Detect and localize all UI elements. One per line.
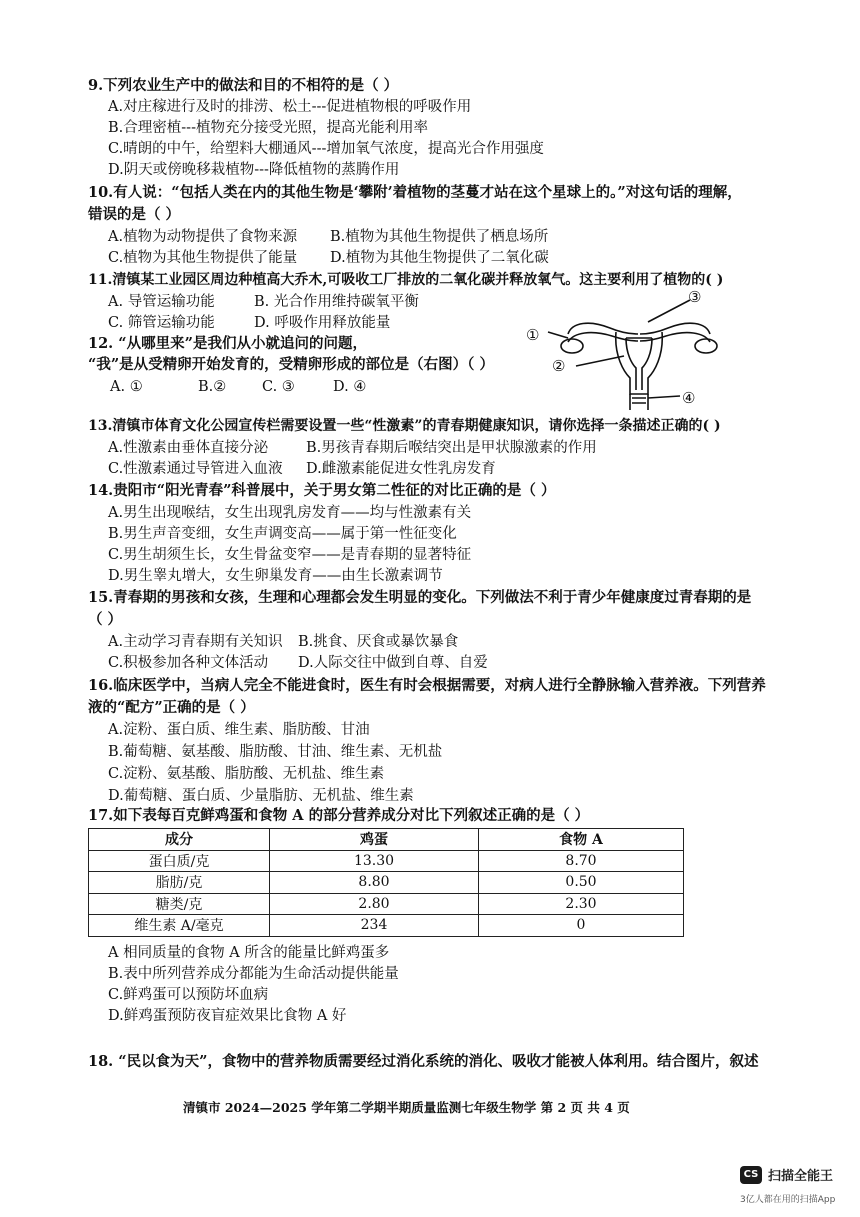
question-12-stem-cont: “我”是从受精卵开始发育的，受精卵形成的部位是（右图）（ ） [88,356,494,373]
nutrition-table [88,828,684,937]
question-13-option-a: A.性激素由垂体直接分泌 [108,440,269,456]
question-17-option-d: D.鲜鸡蛋预防夜盲症效果比食物 A 好 [108,1008,347,1024]
question-13-option-d: D.雌激素能促进女性乳房发育 [306,461,496,477]
question-11-stem: 11.清镇某工业园区周边种植高大乔木,可吸收工厂排放的二氧化碳并释放氧气。这主要利用了植物的( ) [88,272,724,288]
table-cell: 234 [270,915,479,937]
question-14-option-d: D.男生睾丸增大，女生卵巢发育——由生长激素调节 [108,568,443,584]
question-11-option-d: D. 呼吸作用释放能量 [254,315,391,331]
question-16-stem: 16.临床医学中，当病人完全不能进食时，医生有时会根据需要，对病人进行全静脉输入营养液。下列营养 [88,677,766,694]
question-16-option-a: A.淀粉、蛋白质、维生素、脂肪酸、甘油 [108,722,370,738]
question-10-option-a: A.植物为动物提供了食物来源 [108,229,298,245]
table-cell: 脂肪/克 [89,872,270,894]
question-14-stem: 14.贵阳市“阳光青春”科普展中，关于男女第二性征的对比正确的是（ ） [88,482,556,499]
question-13-stem: 13.清镇市体育文化公园宣传栏需要设置一些“性激素”的青春期健康知识，请你选择一条描述正确的( ) [88,418,721,434]
table-cell: 8.80 [270,872,479,894]
camscanner-logo-icon: CS [740,1166,762,1184]
table-row [89,915,684,937]
question-16-stem-cont: 液的“配方”正确的是（ ） [88,699,255,716]
question-9-option-d: D.阴天或傍晚移栽植物---降低植物的蒸腾作用 [108,162,400,178]
question-13-option-b: B.男孩青春期后喉结突出是甲状腺激素的作用 [306,440,597,456]
question-11-option-a: A. 导管运输功能 [108,294,215,310]
question-17-option-b: B.表中所列营养成分都能为生命活动提供能量 [108,966,399,982]
diagram-label-1: ① [526,326,540,344]
table-cell: 蛋白质/克 [89,850,270,872]
question-15-option-b: B.挑食、厌食或暴饮暴食 [298,634,459,650]
question-15-stem: 15.青春期的男孩和女孩，生理和心理都会发生明显的变化。下列做法不利于青少年健康度过青春期的是 [88,589,752,606]
question-13-option-c: C.性激素通过导管进入血液 [108,461,283,477]
question-14-option-b: B.男生声音变细，女生声调变高——属于第一性征变化 [108,526,457,542]
question-15-option-c: C.积极参加各种文体活动 [108,655,269,671]
question-10-option-b: B.植物为其他生物提供了栖息场所 [330,229,549,245]
table-cell: 2.30 [479,893,684,915]
question-10-stem: 10.有人说：“包括人类在内的其他生物是‘攀附’着植物的茎蔓才站在这个星球上的。”对这句话的理解， [88,184,742,201]
question-10-option-d: D.植物为其他生物提供了二氧化碳 [330,250,549,266]
question-9-stem: 9.下列农业生产中的做法和目的不相符的是（ ） [88,77,399,94]
table-cell: 维生素 A/毫克 [89,915,270,937]
question-15-option-a: A.主动学习青春期有关知识 [108,634,283,650]
question-11-option-b: B. 光合作用维持碳氧平衡 [254,294,419,310]
diagram-label-3: ③ [688,288,702,306]
question-12-option-a: A. ① [110,379,143,395]
table-header-cell: 成分 [89,829,270,851]
question-11-option-c: C. 筛管运输功能 [108,315,215,331]
question-12-stem: 12. “从哪里来”是我们从小就追问的问题， [88,335,367,352]
table-cell: 8.70 [479,850,684,872]
question-14-option-a: A.男生出现喉结，女生出现乳房发育——均与性激素有关 [108,505,472,521]
question-9-option-a: A.对庄稼进行及时的排涝、松土---促进植物根的呼吸作用 [108,99,472,115]
question-15-option-d: D.人际交往中做到自尊、自爱 [298,655,488,671]
table-cell: 0.50 [479,872,684,894]
question-9-option-c: C.晴朗的中午，给塑料大棚通风---增加氧气浓度，提高光合作用强度 [108,141,544,157]
question-12-option-c: C. ③ [262,379,295,395]
table-header-cell: 鸡蛋 [270,829,479,851]
question-16-option-d: D.葡萄糖、蛋白质、少量脂肪、无机盐、维生素 [108,788,414,804]
table-row [89,872,684,894]
question-10-option-c: C.植物为其他生物提供了能量 [108,250,298,266]
question-10-stem-cont: 错误的是（ ） [88,206,181,223]
question-17-stem: 17.如下表每百克鲜鸡蛋和食物 A 的部分营养成分对比下列叙述正确的是（ ） [88,807,590,824]
question-18-stem: 18. “民以食为天”，食物中的营养物质需要经过消化系统的消化、吸收才能被人体利用。结合图片，叙述 [88,1053,759,1070]
question-15-stem-cont: （ ） [88,611,123,628]
question-17-option-a: A 相同质量的食物 A 所含的能量比鲜鸡蛋多 [108,945,390,961]
table-row [89,850,684,872]
table-cell: 13.30 [270,850,479,872]
question-12-option-d: D. ④ [333,379,367,395]
table-cell: 0 [479,915,684,937]
table-header-row [89,829,684,851]
question-14-option-c: C.男生胡须生长，女生骨盆变窄——是青春期的显著特征 [108,547,472,563]
table-cell: 糖类/克 [89,893,270,915]
page-footer: 清镇市 2024—2025 学年第二学期半期质量监测七年级生物学 第 2 页 共 4 页 [183,1100,630,1115]
question-12-option-b: B.② [198,379,227,395]
question-9-option-b: B.合理密植---植物充分接受光照，提高光能利用率 [108,120,428,136]
diagram-label-4: ④ [682,389,696,407]
question-17-option-c: C.鲜鸡蛋可以预防坏血病 [108,987,269,1003]
diagram-label-2: ② [552,357,566,375]
question-16-option-b: B.葡萄糖、氨基酸、脂肪酸、甘油、维生素、无机盐 [108,744,443,760]
question-16-option-c: C.淀粉、氨基酸、脂肪酸、无机盐、维生素 [108,766,385,782]
camscanner-tagline: 3亿人都在用的扫描App [740,1195,836,1205]
table-cell: 2.80 [270,893,479,915]
table-header-cell: 食物 A [479,829,684,851]
camscanner-name: 扫描全能王 [768,1169,834,1184]
table-row [89,893,684,915]
